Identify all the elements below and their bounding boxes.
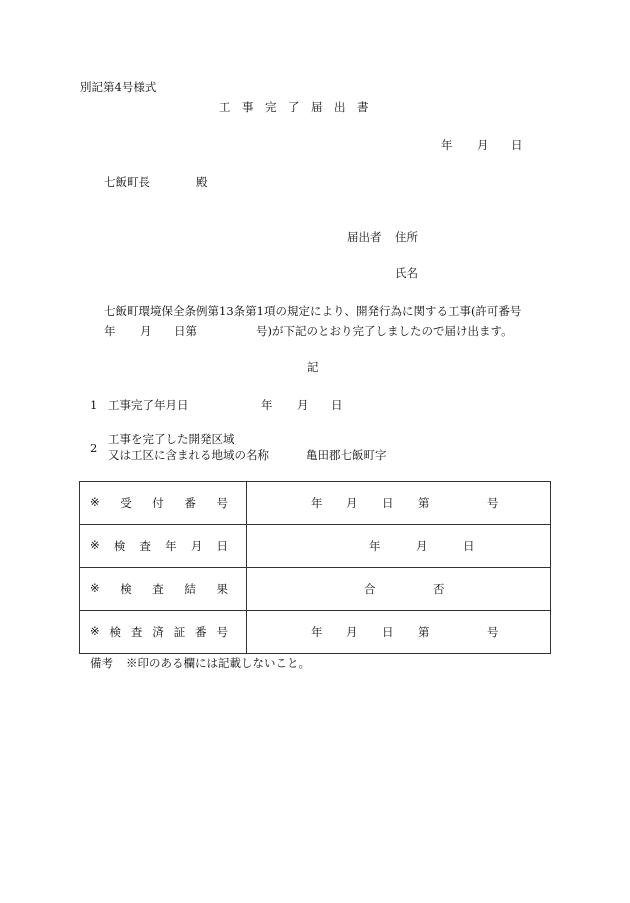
- label-char: 付: [152, 496, 164, 510]
- label-char: 日: [216, 539, 228, 553]
- inspection-result-label: [80, 568, 247, 611]
- value-day: 日: [382, 625, 394, 639]
- item-2-label-line-2: 又は工区に含まれる地域の名称: [108, 448, 269, 462]
- item-1-day: 日: [331, 398, 343, 412]
- value-year: 年: [311, 625, 323, 639]
- applicant-address-label: 住所: [395, 230, 418, 244]
- date-month-label: 月: [477, 138, 489, 152]
- value-fail: 否: [433, 582, 445, 596]
- label-char: 検: [120, 582, 132, 596]
- label-char: 番: [195, 625, 207, 639]
- label-char: 検: [109, 625, 122, 639]
- receipt-number-value[interactable]: [247, 482, 551, 525]
- remarks-label: 備考: [90, 656, 113, 670]
- inspection-date-label: [80, 525, 247, 568]
- mark-asterisk: ※: [90, 495, 100, 509]
- item-1-year: 年: [261, 398, 273, 412]
- official-use-table: [79, 481, 551, 654]
- addressee-name: 七飯町長: [104, 175, 150, 189]
- value-month: 月: [346, 625, 358, 639]
- label-char: 査: [152, 582, 164, 596]
- item-1-number: 1: [90, 398, 98, 412]
- remarks-text: ※印のある欄には記載しないこと。: [126, 656, 310, 670]
- table-row-inspection-result: [80, 568, 551, 611]
- label-char: 号: [216, 496, 228, 510]
- certificate-number-value[interactable]: [247, 611, 551, 654]
- label-char: 年: [165, 539, 177, 553]
- item-2-label-line-1: 工事を完了した開発区域: [108, 432, 235, 446]
- label-char: 結: [184, 582, 196, 596]
- date-year-label: 年: [441, 138, 453, 152]
- label-char: 済: [152, 625, 164, 639]
- inspection-result-value[interactable]: [247, 568, 551, 611]
- value-month: 月: [416, 539, 428, 553]
- value-dai: 第: [418, 496, 430, 510]
- label-char: 号: [216, 625, 228, 639]
- item-1-month: 月: [297, 398, 309, 412]
- page-title: 工 事 完 了 届 出 書: [219, 100, 369, 114]
- label-char: 月: [190, 539, 203, 553]
- body-line-1: 七飯町環境保全条例第13条第1項の規定により、開発行為に関する工事(許可番号: [104, 304, 522, 318]
- table-row-inspection-date: [80, 525, 551, 568]
- value-year: 年: [311, 496, 323, 510]
- table-row-certificate-number: [80, 611, 551, 654]
- label-char: 検: [113, 539, 126, 553]
- label-char: 査: [139, 539, 151, 553]
- mark-asterisk: ※: [90, 538, 100, 552]
- value-year: 年: [369, 539, 381, 553]
- applicant-name-label: 氏名: [395, 266, 418, 280]
- receipt-number-label: [80, 482, 247, 525]
- body-line2-month: 月: [140, 324, 152, 338]
- label-char: 受: [120, 496, 132, 510]
- ki-marker: 記: [307, 360, 319, 374]
- addressee-honorific: 殿: [196, 175, 208, 189]
- value-month: 月: [346, 496, 358, 510]
- applicant-role: 届出者: [347, 230, 382, 244]
- value-day: 日: [382, 496, 394, 510]
- label-char: 果: [216, 582, 228, 596]
- item-2-number: 2: [90, 441, 98, 455]
- body-line2-rest: 号)が下記のとおり完了しましたので届け出ます。: [256, 324, 513, 338]
- value-go: 号: [487, 496, 499, 510]
- certificate-number-label: [80, 611, 247, 654]
- value-day: 日: [463, 539, 475, 553]
- mark-asterisk: ※: [90, 581, 100, 595]
- item-2-value: 亀田郡七飯町字: [306, 448, 387, 462]
- value-pass: 合: [364, 582, 376, 596]
- value-go: 号: [487, 625, 499, 639]
- mark-asterisk: ※: [90, 624, 100, 638]
- label-char: 証: [173, 625, 186, 639]
- body-line2-year: 年: [104, 324, 116, 338]
- table-row-receipt-number: [80, 482, 551, 525]
- body-line2-day: 日第: [174, 324, 197, 338]
- label-char: 査: [130, 625, 143, 639]
- value-dai: 第: [418, 625, 430, 639]
- date-day-label: 日: [511, 138, 523, 152]
- form-id: 別記第4号様式: [80, 80, 157, 94]
- inspection-date-value[interactable]: [247, 525, 551, 568]
- label-char: 番: [184, 496, 196, 510]
- item-1-label: 工事完了年月日: [108, 398, 189, 412]
